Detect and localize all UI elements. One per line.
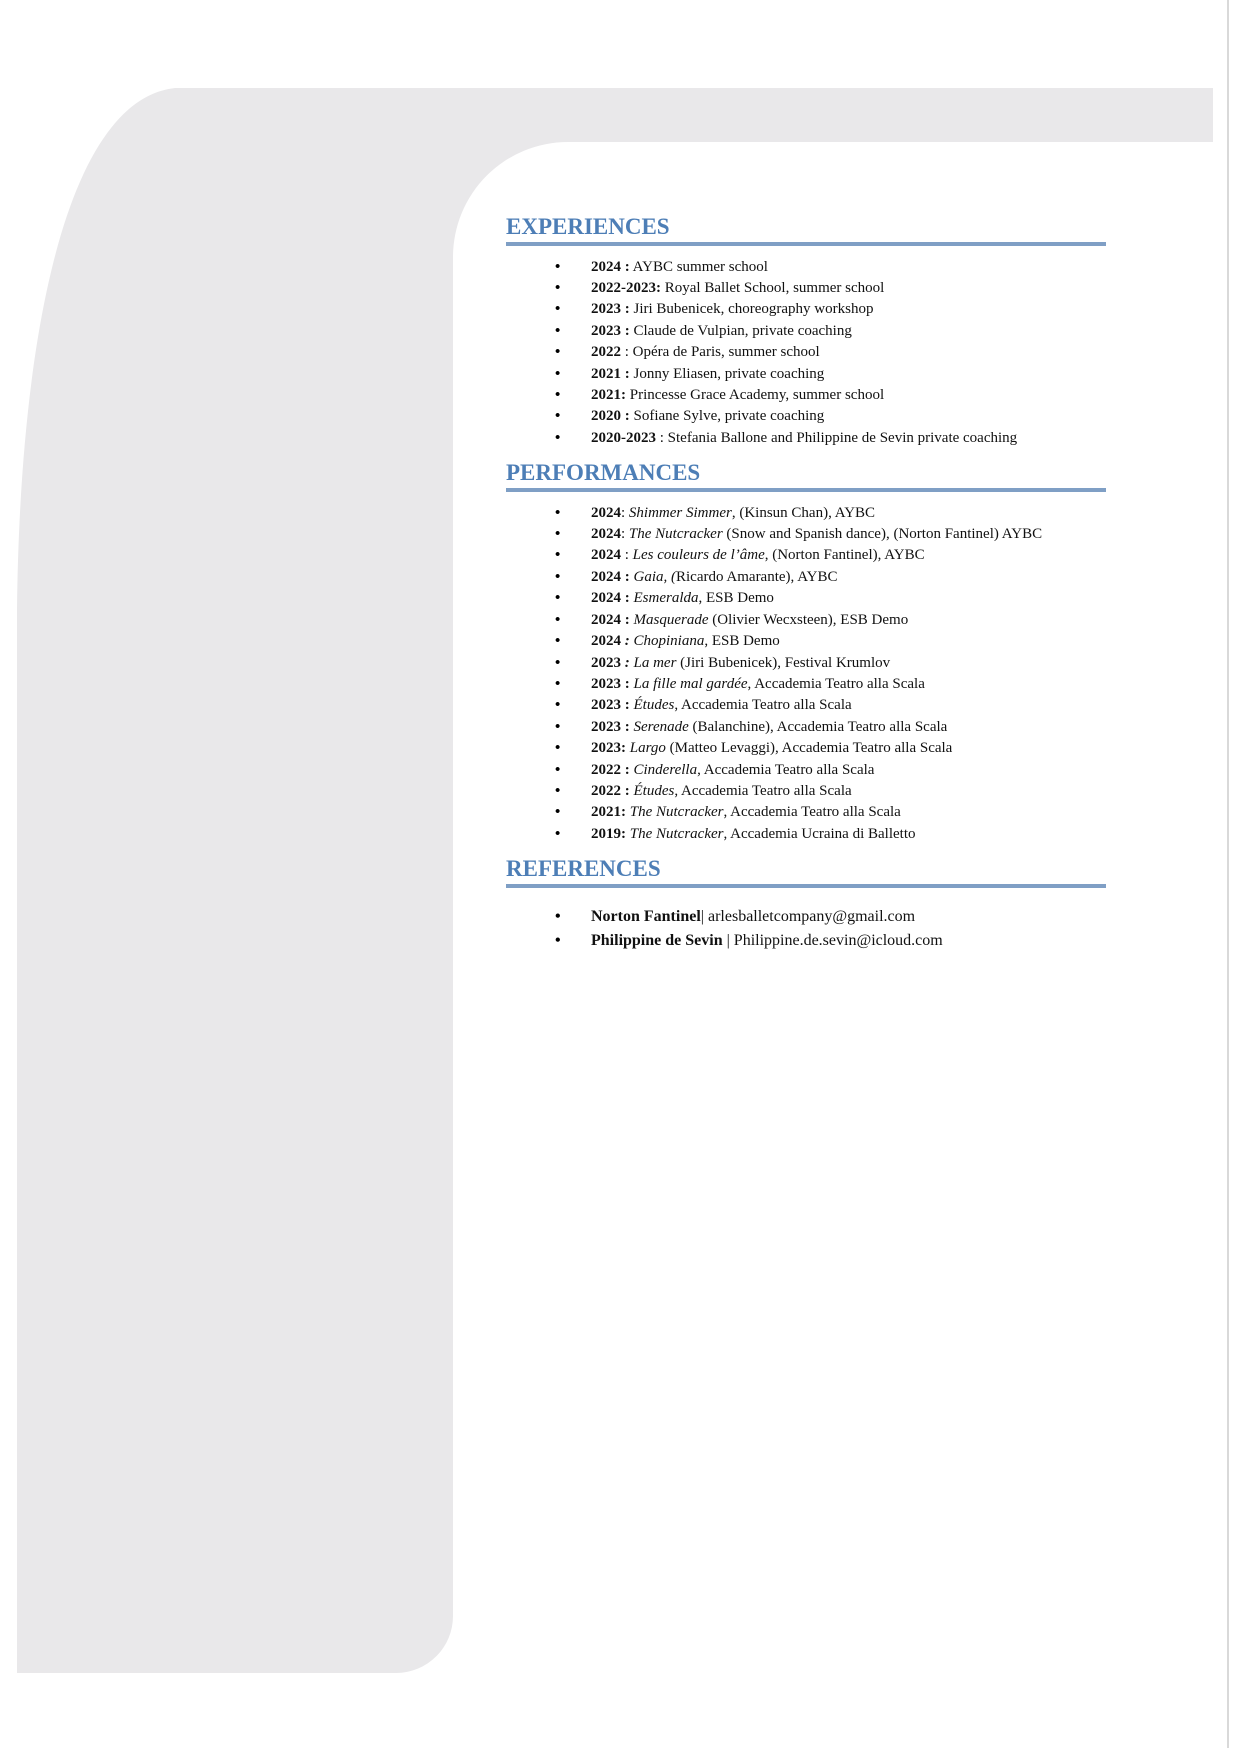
list-item-segment: Cinderella	[633, 761, 698, 778]
list-item-segment: 2021:	[591, 804, 626, 821]
list-item	[506, 503, 1106, 524]
list-item-segment: Chopiniana	[633, 633, 705, 650]
list-item-segment: 2022 :	[591, 761, 630, 778]
list-item-segment: (Jiri Bubenicek), Festival Krumlov	[676, 654, 891, 671]
section-references	[506, 857, 1106, 954]
list-item-segment: 2023 :	[591, 675, 630, 692]
list-item-segment: 2023 :	[591, 697, 630, 714]
list-item-segment: , Accademia Teatro alla Scala	[674, 782, 852, 799]
list-item	[506, 428, 1106, 449]
list-item-segment: 2023 :	[591, 322, 630, 339]
list-item-segment: AYBC summer school	[629, 258, 768, 275]
experiences-list	[506, 257, 1106, 450]
list-item-segment: , ESB Demo	[698, 590, 774, 607]
list-item-segment: , (Norton Fantinel), AYBC	[764, 547, 925, 564]
list-item	[506, 929, 1106, 954]
list-item-segment: | arlesballetcompany@gmail.com	[700, 907, 916, 925]
heading-underline	[506, 884, 1106, 888]
list-item	[506, 781, 1106, 802]
list-item-segment: 2024	[591, 526, 621, 543]
section-performances	[506, 461, 1106, 845]
list-item-segment: , Accademia Teatro alla Scala	[697, 761, 875, 778]
list-item-segment: 2019:	[591, 825, 626, 842]
list-item-segment: 2021 :	[591, 365, 630, 382]
list-item-segment: 2023	[591, 654, 625, 671]
list-item	[506, 588, 1106, 609]
list-item	[506, 406, 1106, 427]
list-item	[506, 674, 1106, 695]
list-item	[506, 567, 1106, 588]
list-item-segment: 2023:	[591, 740, 626, 757]
list-item-segment: Norton Fantinel	[591, 907, 701, 925]
list-item-segment: Largo	[629, 740, 666, 757]
performances-list	[506, 503, 1106, 846]
list-item-segment: | Philippine.de.sevin@icloud.com	[722, 932, 943, 950]
list-item	[506, 342, 1106, 363]
list-item-segment: La fille mal gardée	[633, 675, 748, 692]
list-item-segment: :	[624, 633, 630, 650]
list-item-segment: 2020 :	[591, 408, 630, 425]
list-item	[506, 364, 1106, 385]
list-item	[506, 802, 1106, 823]
list-item-segment: 2023 :	[591, 301, 630, 318]
section-title-experiences: EXPERIENCES	[506, 214, 670, 239]
list-item-segment: Jonny Eliasen, private coaching	[629, 365, 825, 382]
list-item-segment: La mer	[633, 654, 677, 671]
list-item-segment: 2022	[591, 344, 621, 361]
list-item-segment: , ESB Demo	[704, 633, 780, 650]
list-item-segment: 2024	[591, 547, 621, 564]
list-item-segment: Shimmer Simmer	[628, 504, 732, 521]
list-item-segment: :	[624, 654, 630, 671]
list-item	[506, 824, 1106, 845]
list-item-segment: Études	[633, 782, 675, 799]
list-item	[506, 278, 1106, 299]
list-item-segment: Philippine de Sevin	[591, 932, 723, 950]
list-item-segment: 2024 :	[591, 611, 630, 628]
list-item	[506, 385, 1106, 406]
list-item-segment: Sofiane Sylve, private coaching	[629, 408, 825, 425]
section-title-references: REFERENCES	[506, 856, 661, 882]
list-item-segment: 2024	[591, 633, 625, 650]
list-item-segment: :	[621, 526, 629, 543]
list-item	[506, 738, 1106, 759]
list-item-segment: , (Kinsun Chan), AYBC	[731, 504, 876, 521]
list-item	[506, 717, 1106, 738]
list-item	[506, 760, 1106, 781]
list-item-segment: 2023 :	[591, 718, 630, 735]
list-item-segment: 2022-2023:	[591, 279, 661, 296]
list-item	[506, 631, 1106, 652]
list-item	[506, 905, 1106, 930]
list-item-segment: 2024 :	[591, 258, 630, 275]
list-item-segment: (Balanchine), Accademia Teatro alla Scala	[688, 718, 948, 735]
list-item	[506, 653, 1106, 674]
list-item-segment: Ricardo Amarante), AYBC	[676, 568, 838, 585]
list-item-segment: (Olivier Wecxsteen), ESB Demo	[708, 611, 909, 628]
list-item-segment: 2024 :	[591, 590, 630, 607]
list-item-segment: Masquerade	[633, 611, 709, 628]
heading-underline	[506, 242, 1106, 246]
list-item-segment: Esmeralda	[633, 590, 699, 607]
list-item-segment: 2020-2023	[591, 429, 656, 446]
list-item-segment: Gaia, (	[633, 568, 676, 585]
list-item-segment: : Opéra de Paris, summer school	[621, 344, 820, 361]
list-item-segment: Études	[633, 697, 675, 714]
list-item-segment: Jiri Bubenicek, choreography workshop	[629, 301, 874, 318]
list-item-segment: Les couleurs de l’âme	[632, 547, 765, 564]
list-item-segment: Serenade	[633, 718, 689, 735]
list-item	[506, 545, 1106, 566]
list-item-segment: : Stefania Ballone and Philippine de Sevin private coaching	[656, 429, 1018, 446]
page-edge-line	[1227, 0, 1229, 1748]
references-list	[506, 905, 1106, 954]
list-item	[506, 610, 1106, 631]
list-item	[506, 695, 1106, 716]
resume-content	[506, 215, 1106, 954]
list-item-segment: Royal Ballet School, summer school	[661, 279, 885, 296]
list-item-segment: , Accademia Teatro alla Scala	[723, 804, 901, 821]
list-item-segment: :	[621, 547, 633, 564]
heading-underline	[506, 488, 1106, 492]
list-item-segment: :	[621, 504, 629, 521]
list-item-segment: , Accademia Teatro alla Scala	[747, 675, 925, 692]
list-item	[506, 321, 1106, 342]
list-item-segment: (Matteo Levaggi), Accademia Teatro alla Scala	[665, 740, 953, 757]
list-item-segment: 2024 :	[591, 568, 630, 585]
list-item	[506, 299, 1106, 320]
list-item-segment: Princesse Grace Academy, summer school	[626, 386, 885, 403]
list-item	[506, 257, 1106, 278]
list-item-segment: The Nutcracker	[628, 526, 723, 543]
list-item-segment: 2022 :	[591, 782, 630, 799]
list-item-segment: , Accademia Ucraina di Balletto	[723, 825, 916, 842]
list-item-segment: (Snow and Spanish dance), (Norton Fantinel) AYBC	[722, 526, 1043, 543]
list-item-segment: The Nutcracker	[629, 804, 724, 821]
list-item-segment: The Nutcracker	[629, 825, 724, 842]
section-experiences	[506, 215, 1106, 449]
list-item-segment: 2021:	[591, 386, 626, 403]
list-item-segment: 2024	[591, 504, 621, 521]
list-item	[506, 524, 1106, 545]
list-item-segment: , Accademia Teatro alla Scala	[674, 697, 852, 714]
list-item-segment: Claude de Vulpian, private coaching	[629, 322, 852, 339]
section-title-performances: PERFORMANCES	[506, 460, 701, 486]
